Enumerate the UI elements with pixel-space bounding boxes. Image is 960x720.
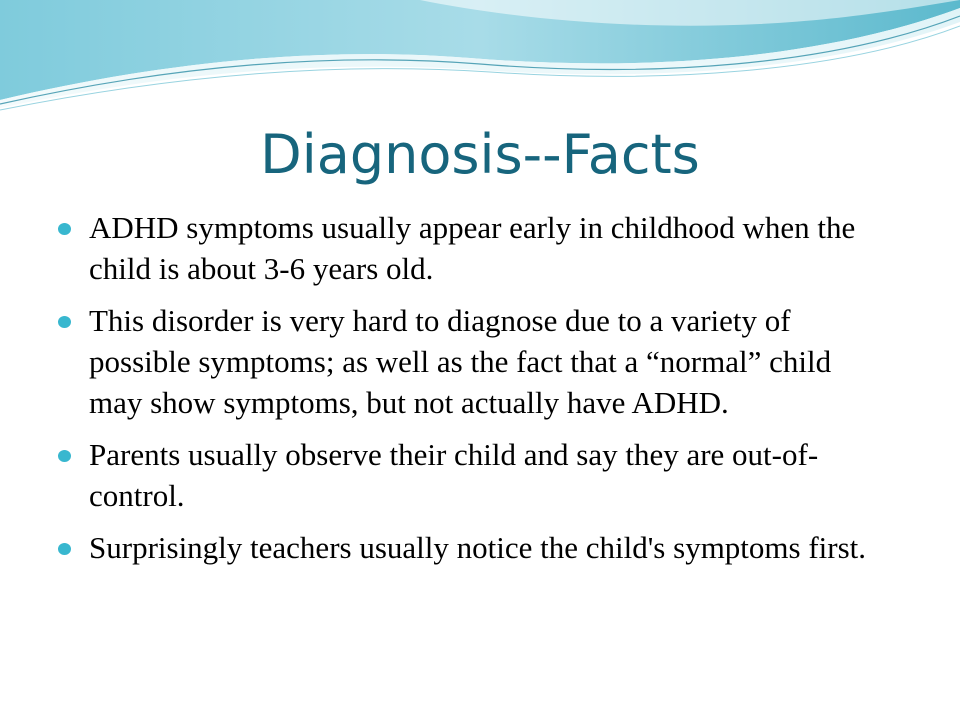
bullet-text: ADHD symptoms usually appear early in childhood when the child is about 3-6 years old.	[89, 210, 856, 286]
bullet-item	[58, 434, 888, 516]
header-wave-decoration	[0, 0, 960, 120]
bullet-list	[58, 207, 888, 579]
bullet-item	[58, 527, 888, 568]
bullet-icon	[58, 450, 71, 462]
slide-title: Diagnosis--Facts	[260, 123, 700, 186]
bullet-item	[58, 300, 888, 423]
bullet-text: Surprisingly teachers usually notice the child's symptoms first.	[89, 530, 867, 565]
bullet-item	[58, 207, 888, 289]
bullet-icon	[58, 316, 71, 328]
bullet-icon	[58, 543, 71, 555]
bullet-icon	[58, 223, 71, 235]
bullet-text: This disorder is very hard to diagnose due to a variety of possible symptoms; as well as the fact that a “normal” child may show symptoms, but not actually have ADHD.	[89, 303, 832, 420]
bullet-text: Parents usually observe their child and say they are out-of-control.	[89, 437, 819, 513]
